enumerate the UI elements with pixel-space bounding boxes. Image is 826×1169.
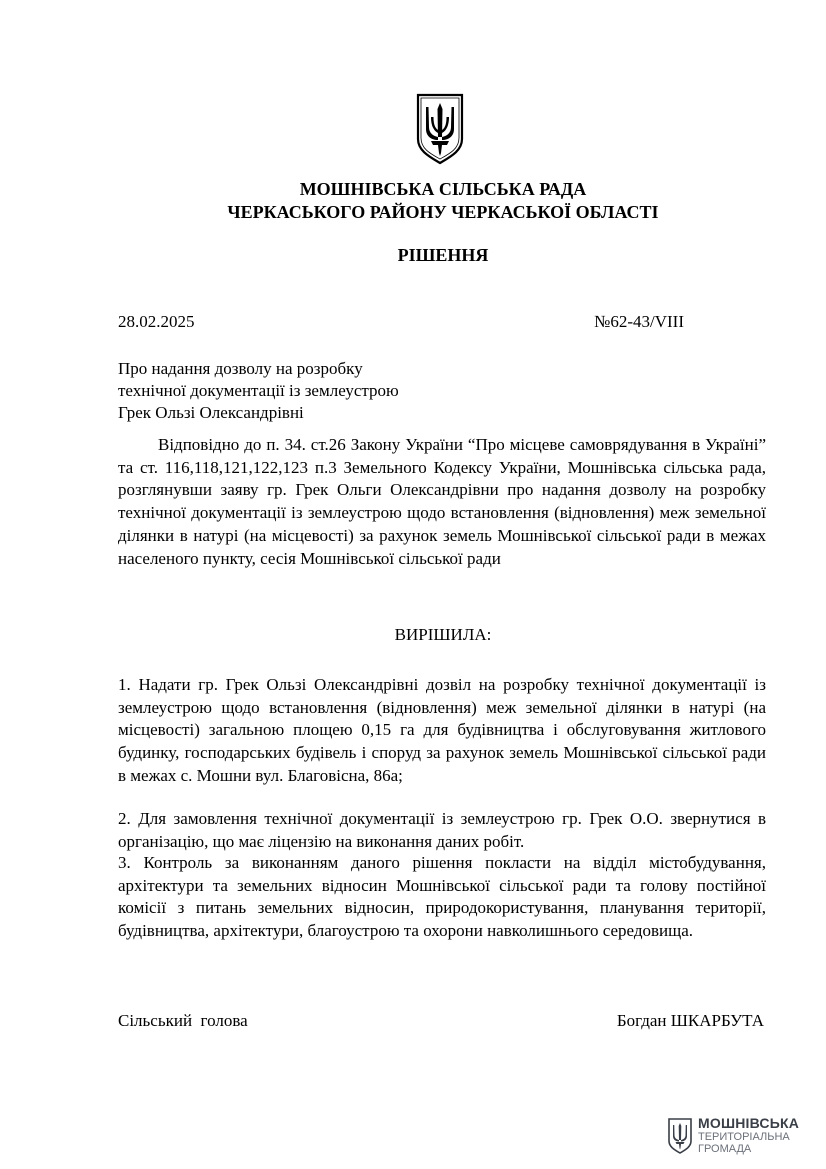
council-name: МОШНІВСЬКА СІЛЬСЬКА РАДА — [299, 179, 587, 199]
preamble-paragraph: Відповідно до п. 34. ст.26 Закону України “Про місцеве самоврядування в Україні” та ст. 116,118,121,122,123 п.3 Земельного Кодексу України, Мошнівська сільська рада, розглянувши заяву гр. Грек Ольги Олександрівни про надання дозволу на розробку технічної документації із землеустрою щодо встановлення (відновлення) меж земельної ділянки в натурі (на місцевості) за рахунок земель Мошнівської сільської ради в межах населеного пункту, сесія Мошнівської сільської ради — [118, 435, 766, 568]
subject-line: технічної документації із землеустрою — [118, 381, 399, 400]
document-type-title: РІШЕННЯ — [397, 245, 489, 265]
resolution-item-2: 2. Для замовлення технічної документації із землеустрою гр. Грек О.О. звернутися в організацію, що має ліцензію на виконання даних робіт. — [118, 809, 766, 851]
resolution-item-3: 3. Контроль за виконанням даного рішення покласти на відділ містобудування, архітектури та земельних відносин Мошнівської сільської ради та голову постійної комісії з питань земельних відносин, природокористування, планування території, будівництва, архітектури, благоустрою та охорони навколишнього середовища. — [118, 853, 766, 941]
trident-emblem-icon — [414, 93, 466, 165]
district-name: ЧЕРКАСЬКОГО РАЙОНУ ЧЕРКАСЬКОЇ ОБЛАСТІ — [227, 202, 659, 222]
resolution-item-1: 1. Надати гр. Грек Ользі Олександрівні дозвіл на розробку технічної документації із землеустрою щодо встановлення (відновлення) меж земельної ділянки в натурі (на місцевості) загальною площею 0,15 га для будівництва і обслуговування житлового будинку, господарських будівель і споруд за рахунок земель Мошнівської сільської ради в межах с. Мошни вул. Благовісна, 86а; — [118, 675, 766, 785]
logo-text — [698, 1116, 799, 1155]
logo-line-1: МОШНІВСЬКА — [698, 1115, 800, 1131]
signatory-name: Богдан ШКАРБУТА — [616, 1011, 764, 1030]
decision-date: 28.02.2025 — [118, 312, 195, 331]
subject-line: Грек Ользі Олександрівні — [118, 403, 304, 422]
resolved-label: ВИРІШИЛА: — [394, 625, 492, 644]
decision-subject — [118, 358, 399, 424]
trident-icon — [667, 1118, 693, 1154]
signatory-position: Сільський голова — [118, 1011, 248, 1030]
decision-number: №62-43/VIII — [594, 312, 684, 331]
community-logo — [667, 1116, 817, 1158]
logo-line-3: ГРОМАДА — [698, 1143, 752, 1155]
subject-line: Про надання дозволу на розробку — [118, 359, 363, 378]
logo-line-2: ТЕРИТОРІАЛЬНА — [698, 1131, 790, 1143]
